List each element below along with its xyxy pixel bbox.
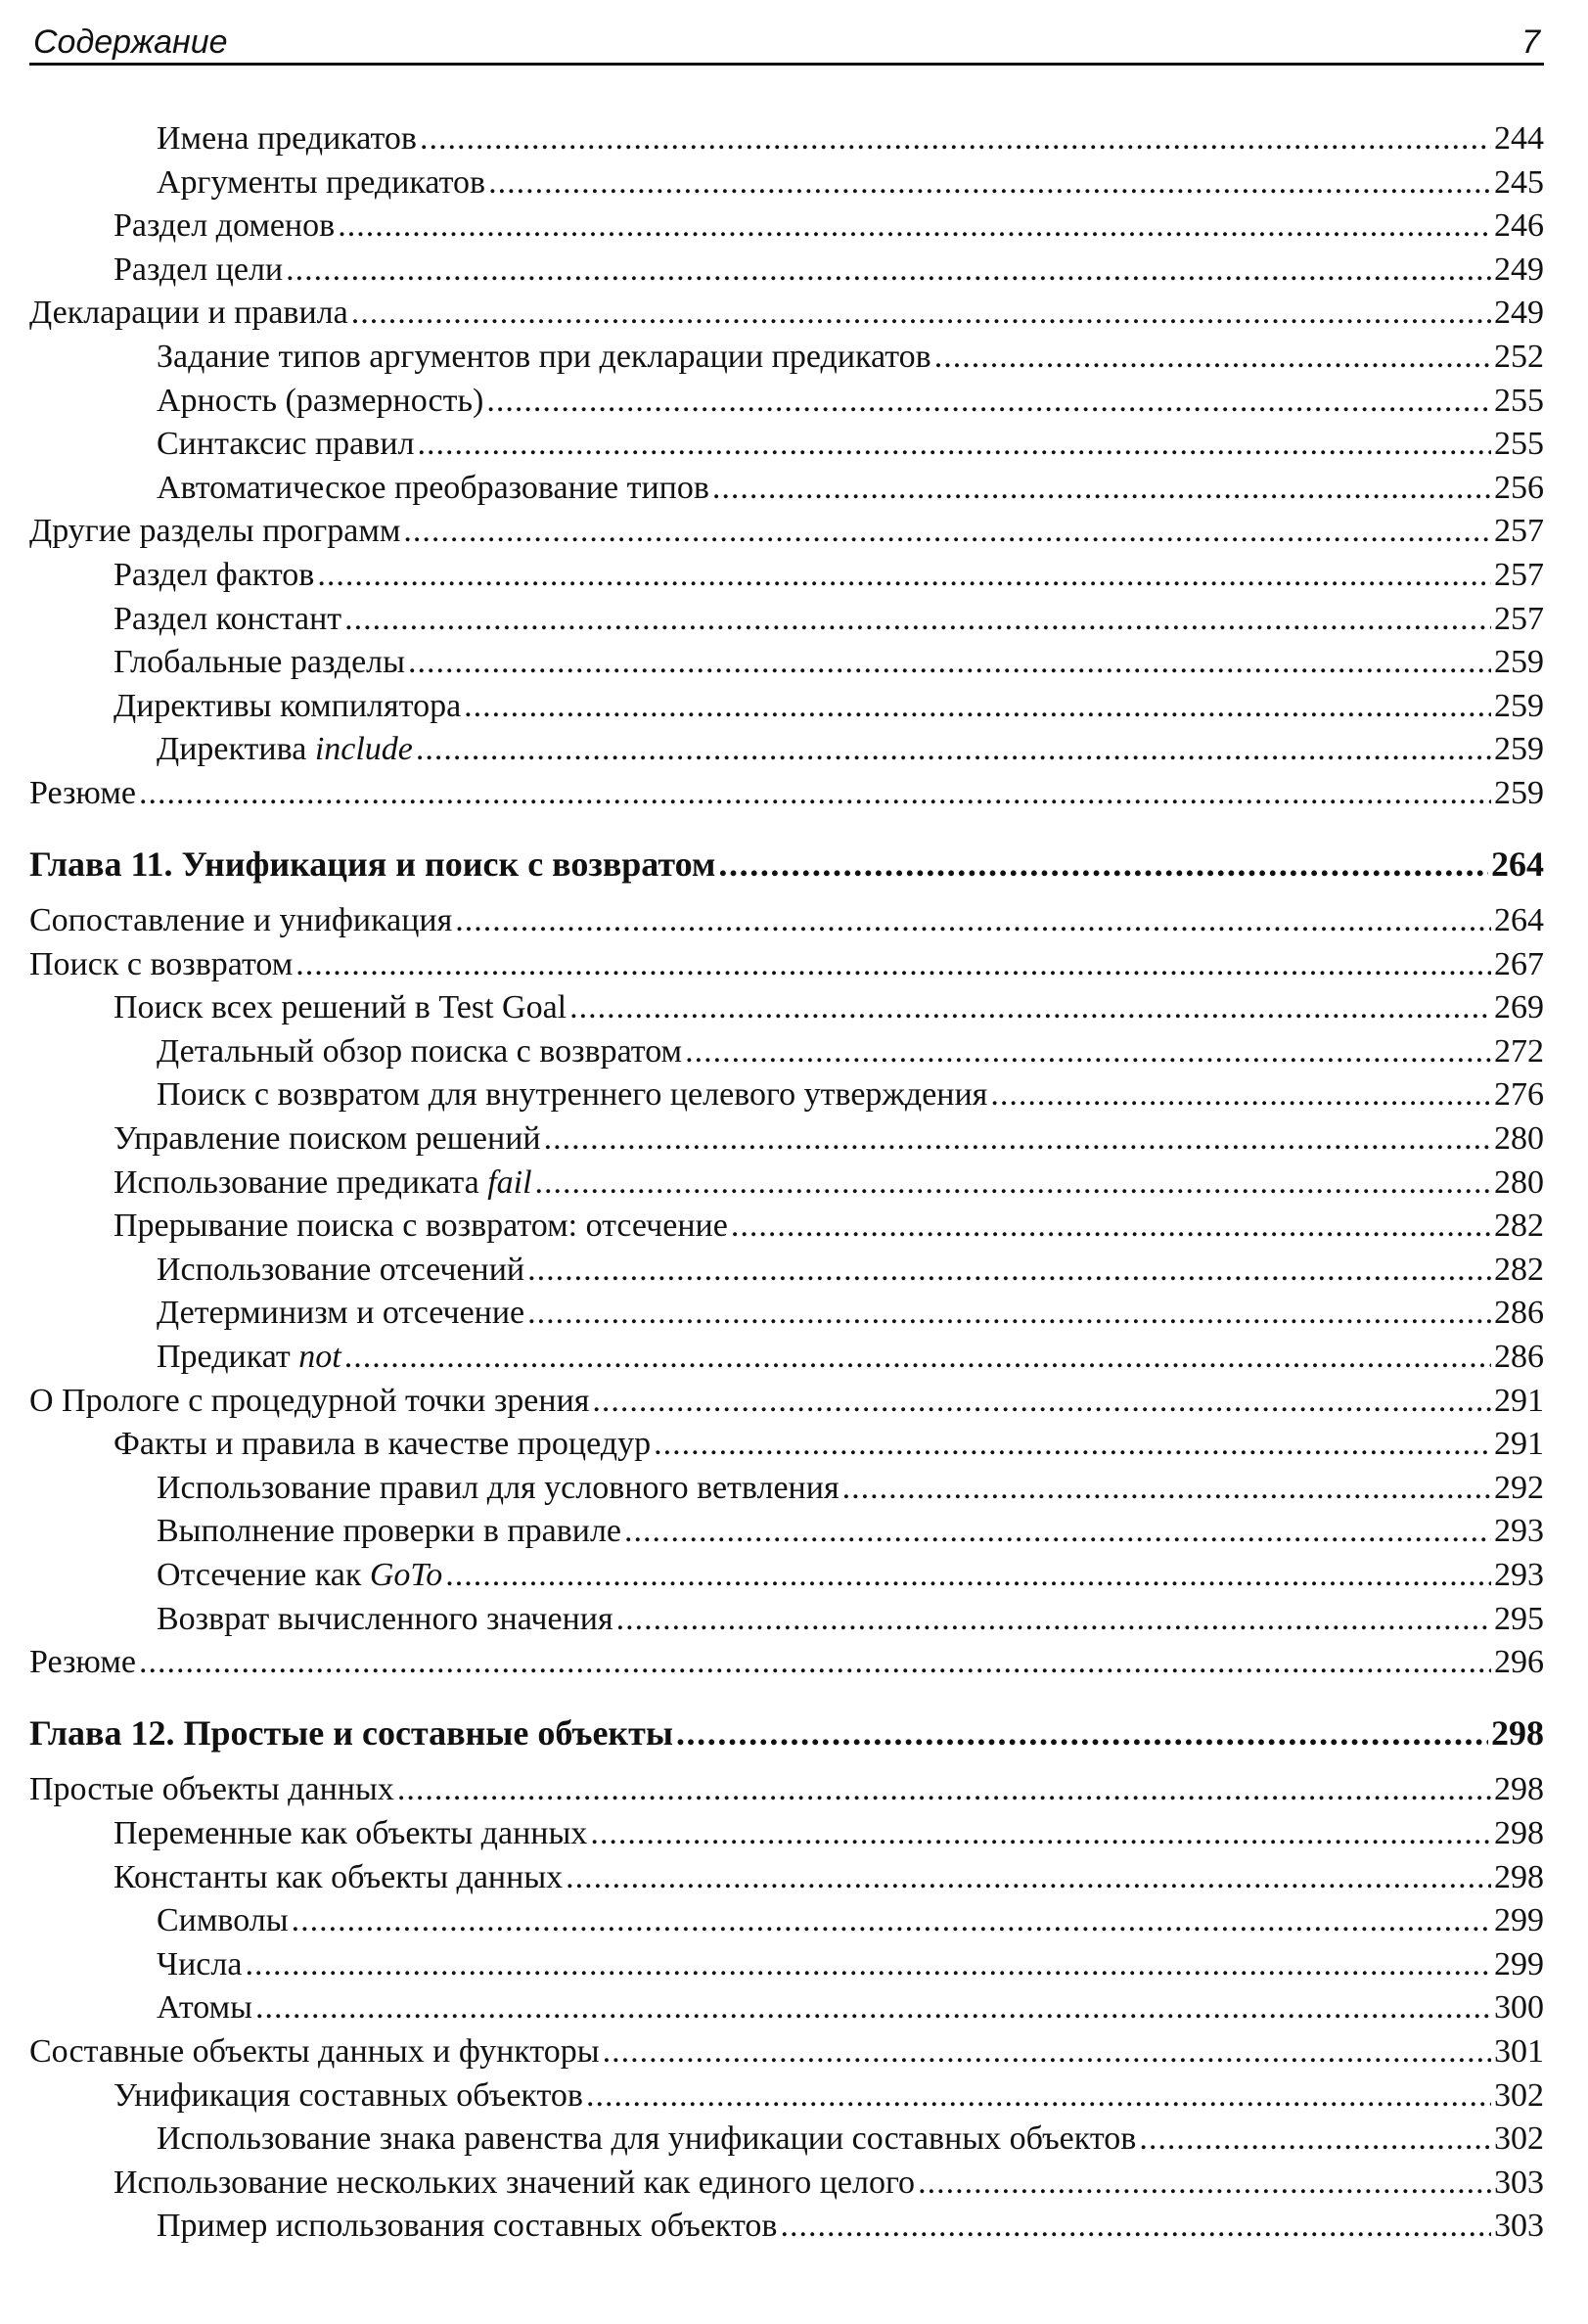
toc-entry-text: Арность (размерность) [157, 382, 484, 419]
toc-entry-text: Переменные как объекты данных [113, 1814, 588, 1851]
toc-page-number: 302 [1494, 2120, 1544, 2158]
toc-entry[interactable] [29, 728, 1544, 772]
toc-entry-title [113, 1856, 563, 1900]
toc-entry[interactable] [29, 1641, 1544, 1685]
toc-entry-text: Детерминизм и отсечение [157, 1295, 525, 1332]
toc-entry-text: Другие разделы программ [29, 513, 401, 550]
toc-entry[interactable] [29, 641, 1544, 685]
toc-entry-title [113, 249, 283, 293]
toc-entry-text: Раздел фактов [113, 556, 315, 593]
toc-entry-text: Использование предиката [113, 1163, 488, 1201]
toc-entry-text: Сопоставление и унификация [29, 902, 453, 939]
toc-entry[interactable] [29, 1380, 1544, 1424]
dot-leader [344, 598, 1491, 642]
dot-leader [544, 1117, 1491, 1162]
toc-page-number: 249 [1494, 251, 1544, 288]
toc-entry[interactable] [29, 1598, 1544, 1642]
dot-leader [654, 1423, 1491, 1467]
toc-entry[interactable] [29, 1030, 1544, 1074]
toc-page-number: 257 [1494, 556, 1544, 593]
dot-leader [712, 467, 1491, 511]
toc-entry-text: Атомы [157, 1989, 252, 2027]
toc-entry-text: Синтаксис правил [157, 426, 415, 463]
toc-page-number: 249 [1494, 295, 1544, 332]
toc-page-number: 280 [1494, 1163, 1544, 1201]
toc-page-number: 255 [1494, 382, 1544, 419]
toc-entry-title [113, 986, 567, 1030]
dot-leader [295, 943, 1491, 987]
toc-chapter-heading[interactable] [29, 1711, 1544, 1755]
toc-entry-text: Резюме [29, 774, 136, 811]
toc-entry-text: Раздел констант [113, 600, 342, 637]
toc-entry-title [157, 1510, 621, 1554]
toc-page-number: 298 [1494, 1858, 1544, 1895]
dot-leader [317, 554, 1491, 598]
dot-leader [338, 205, 1491, 249]
toc-entry-italic-term: not [298, 1339, 341, 1376]
toc-entry-italic-term: GoTo [369, 1557, 443, 1593]
toc-entry-title [113, 685, 461, 729]
toc-entry-text: Глобальные разделы [113, 644, 405, 681]
toc-page-number: 256 [1494, 469, 1544, 506]
toc-page-number: 292 [1494, 1469, 1544, 1506]
toc-entry[interactable] [29, 1554, 1544, 1598]
toc-entry-text: Пример использования составных объектов [157, 2208, 778, 2245]
toc-entry-text: Автоматическое преобразование типов [157, 469, 709, 506]
toc-page-number: 302 [1494, 2076, 1544, 2114]
toc-page-number: 255 [1494, 426, 1544, 463]
toc-entry-text: Задание типов аргументов при декларации предикатов [157, 338, 931, 375]
toc-entry-italic-term: include [314, 731, 413, 768]
toc-entry[interactable] [29, 1073, 1544, 1117]
toc-entry-title [29, 1641, 136, 1685]
toc-entry-text: Числа [157, 1945, 243, 1982]
toc-entry-title [113, 2074, 583, 2119]
toc-entry[interactable] [29, 1249, 1544, 1293]
toc-entry-title [157, 1030, 682, 1074]
toc-entry[interactable] [29, 1292, 1544, 1336]
toc-entry-italic-term: fail [487, 1163, 532, 1201]
dot-leader [286, 249, 1491, 293]
toc-entry-title [157, 1943, 242, 1987]
toc-page-number: 259 [1494, 774, 1544, 811]
toc-entry-title [157, 1292, 524, 1336]
toc-chapter-heading[interactable] [29, 843, 1544, 887]
toc-page-number: 244 [1494, 120, 1544, 157]
dot-leader [420, 117, 1491, 161]
toc-entry-text: Использование правил для условного ветвления [157, 1469, 839, 1506]
dot-leader [616, 1598, 1491, 1642]
toc-page-number: 293 [1494, 1513, 1544, 1550]
dot-leader [592, 1380, 1491, 1424]
toc-entry-title [29, 2030, 600, 2074]
toc-entry-title [157, 728, 413, 772]
toc-entry-text: Поиск с возвратом [29, 945, 294, 982]
toc-page-number: 291 [1494, 1382, 1544, 1419]
toc-entry-title [113, 1205, 728, 1249]
toc-page-number: 280 [1494, 1120, 1544, 1158]
toc-entry-text: Составные объекты данных и функторы [29, 2032, 600, 2070]
toc-entry-text: Резюме [29, 1644, 136, 1681]
toc-entry[interactable] [29, 2030, 1544, 2074]
dot-leader [569, 986, 1491, 1030]
toc-entry-text: Выполнение проверки в правиле [157, 1513, 622, 1550]
dot-leader [486, 380, 1491, 424]
dot-leader [445, 1554, 1491, 1598]
toc-entry-title [29, 843, 715, 887]
toc-entry-text: Использование отсечений [157, 1251, 525, 1288]
toc-page-number: 295 [1494, 1600, 1544, 1637]
toc-entry[interactable] [29, 685, 1544, 729]
page-number: 7 [1521, 23, 1540, 61]
dot-leader [139, 1641, 1491, 1685]
toc-entry-title [29, 1768, 394, 1812]
dot-leader [934, 336, 1491, 380]
dot-leader [408, 641, 1491, 685]
toc-entry-text: Простые объекты данных [29, 1771, 394, 1808]
toc-entry-text: Константы как объекты данных [113, 1858, 564, 1895]
toc-entry[interactable] [29, 899, 1544, 943]
dot-leader [351, 292, 1491, 336]
toc-entry-text: Аргументы предикатов [157, 163, 486, 201]
toc-entry-text: Имена предикатов [157, 120, 417, 157]
toc-entry-title [29, 510, 400, 554]
toc-entry-title [29, 943, 293, 987]
toc-entry[interactable] [29, 554, 1544, 598]
toc-entry-title [113, 641, 405, 685]
toc-page-number: 257 [1494, 513, 1544, 550]
toc-page-number: 264 [1491, 843, 1544, 884]
toc-entry-text: Поиск всех решений в Test Goal [113, 989, 567, 1026]
toc-entry-text: Детальный обзор поиска с возвратом [157, 1032, 683, 1070]
toc-entry[interactable] [29, 1510, 1544, 1554]
toc-entry-text: Директива [157, 731, 315, 768]
toc-entry-text: Декларации и правила [29, 295, 348, 332]
dot-leader [780, 2205, 1491, 2249]
toc-entry[interactable] [29, 467, 1544, 511]
toc-entry-title [157, 1467, 839, 1511]
toc-entry-title [157, 2118, 1136, 2162]
dot-leader [344, 1336, 1491, 1380]
toc-entry-title [157, 1899, 289, 1943]
toc-page-number: 259 [1494, 687, 1544, 724]
toc-page-number: 252 [1494, 338, 1544, 375]
toc-entry-text: Символы [157, 1902, 289, 1939]
toc-page-number: 293 [1494, 1557, 1544, 1593]
toc-entry-title [113, 205, 335, 249]
dot-leader [527, 1292, 1491, 1336]
toc-entry-title [157, 380, 483, 424]
dot-leader [590, 1812, 1491, 1856]
toc-page-number: 257 [1494, 600, 1544, 637]
toc-page-number: 300 [1494, 1989, 1544, 2027]
toc-entry[interactable] [29, 1336, 1544, 1380]
toc-entry[interactable] [29, 1423, 1544, 1467]
toc-entry-title [113, 598, 341, 642]
dot-leader [990, 1073, 1491, 1117]
toc-entry[interactable] [29, 1467, 1544, 1511]
toc-entry-text: Глава 11. Унификация и поиск с возвратом [29, 843, 716, 884]
dot-leader [245, 1943, 1491, 1987]
toc-page-number: 303 [1494, 2208, 1544, 2245]
toc-entry-title [113, 554, 314, 598]
toc-page-number: 299 [1494, 1902, 1544, 1939]
toc-entry-title [113, 1812, 587, 1856]
toc-entry[interactable] [29, 380, 1544, 424]
toc-entry-title [113, 1162, 532, 1206]
toc-entry[interactable] [29, 1943, 1544, 1987]
toc-entry[interactable] [29, 598, 1544, 642]
toc-page-number: 259 [1494, 731, 1544, 768]
toc-page-number: 286 [1494, 1295, 1544, 1332]
toc-entry[interactable] [29, 1986, 1544, 2030]
toc-page-number: 282 [1494, 1251, 1544, 1288]
dot-leader [464, 685, 1491, 729]
toc-page-number: 245 [1494, 163, 1544, 201]
dot-leader [842, 1467, 1491, 1511]
toc-entry-title [157, 1249, 524, 1293]
toc-entry[interactable] [29, 249, 1544, 293]
toc-page-number: 276 [1494, 1076, 1544, 1114]
toc-entry[interactable] [29, 161, 1544, 205]
toc-page-number: 246 [1494, 207, 1544, 245]
toc-page-number: 291 [1494, 1426, 1544, 1463]
toc-entry-text: Прерывание поиска с возвратом: отсечение [113, 1208, 728, 1245]
toc-page-number: 267 [1494, 945, 1544, 982]
toc-entry-title [157, 1073, 987, 1117]
toc-page-number: 298 [1494, 1771, 1544, 1808]
toc-entry[interactable] [29, 1899, 1544, 1943]
toc-entry[interactable] [29, 292, 1544, 336]
dot-leader [139, 772, 1491, 816]
toc-entry-title [113, 1117, 541, 1162]
dot-leader [676, 1711, 1488, 1755]
toc-entry-title [157, 467, 709, 511]
toc-page-number: 269 [1494, 989, 1544, 1026]
toc-entry-text: Отсечение как [157, 1557, 370, 1593]
toc-entry-title [113, 1423, 651, 1467]
dot-leader [255, 1986, 1491, 2030]
toc-entry[interactable] [29, 336, 1544, 380]
toc-entry-text: Раздел доменов [113, 207, 336, 245]
running-header [29, 22, 1544, 66]
dot-leader [416, 728, 1491, 772]
toc-entry-text: Поиск с возвратом для внутреннего целевого утверждения [157, 1076, 988, 1114]
dot-leader [718, 843, 1488, 887]
dot-leader [624, 1510, 1491, 1554]
toc-entry-title [29, 1380, 589, 1424]
toc-page-number: 298 [1491, 1712, 1544, 1753]
toc-entry[interactable] [29, 205, 1544, 249]
toc-entry-text: Использование знака равенства для унификации составных объектов [157, 2120, 1137, 2158]
toc-entry-title [29, 1711, 673, 1755]
toc-page-number: 282 [1494, 1208, 1544, 1245]
toc-entry-title [157, 1336, 341, 1380]
dot-leader [527, 1249, 1491, 1293]
toc-entry-title [157, 117, 417, 161]
toc-page-number: 299 [1494, 1945, 1544, 1982]
toc-entry[interactable] [29, 1812, 1544, 1856]
toc-entry-title [157, 423, 414, 467]
dot-leader [417, 423, 1491, 467]
toc-entry-text: Использование нескольких значений как единого целого [113, 2164, 916, 2201]
toc-page-number: 286 [1494, 1339, 1544, 1376]
toc-entry[interactable] [29, 1117, 1544, 1162]
toc-entry[interactable] [29, 423, 1544, 467]
toc-entry[interactable] [29, 510, 1544, 554]
toc-page-number: 298 [1494, 1814, 1544, 1851]
toc-entry[interactable] [29, 2162, 1544, 2206]
toc-page-number: 272 [1494, 1032, 1544, 1070]
toc-entry-title [157, 336, 931, 380]
toc-entry-title [157, 1986, 252, 2030]
toc-entry-title [157, 161, 485, 205]
toc-entry-title [29, 899, 452, 943]
dot-leader [292, 1899, 1491, 1943]
toc-entry-text: Директивы компилятора [113, 687, 462, 724]
dot-leader [586, 2074, 1491, 2119]
toc-entry[interactable] [29, 772, 1544, 816]
toc-entry-text: Унификация составных объектов [113, 2076, 583, 2114]
dot-leader [566, 1856, 1491, 1900]
table-of-contents [29, 117, 1544, 2249]
dot-leader [488, 161, 1491, 205]
toc-entry[interactable] [29, 2074, 1544, 2119]
toc-entry-title [157, 1598, 613, 1642]
dot-leader [731, 1205, 1491, 1249]
dot-leader [685, 1030, 1491, 1074]
toc-page-number: 303 [1494, 2164, 1544, 2201]
toc-entry-title [29, 292, 348, 336]
dot-leader [1139, 2118, 1491, 2162]
toc-entry-text: Предикат [157, 1339, 299, 1376]
dot-leader [535, 1162, 1491, 1206]
toc-entry-title [157, 2205, 777, 2249]
toc-entry-text: Управление поиском решений [113, 1120, 541, 1158]
toc-entry[interactable] [29, 1856, 1544, 1900]
dot-leader [918, 2162, 1491, 2206]
dot-leader [603, 2030, 1491, 2074]
dot-leader [397, 1768, 1491, 1812]
toc-entry[interactable] [29, 1768, 1544, 1812]
toc-entry[interactable] [29, 986, 1544, 1030]
toc-entry[interactable] [29, 117, 1544, 161]
running-header-title: Содержание [33, 23, 228, 61]
toc-entry[interactable] [29, 2118, 1544, 2162]
toc-entry[interactable] [29, 1205, 1544, 1249]
toc-entry[interactable] [29, 943, 1544, 987]
toc-entry[interactable] [29, 2205, 1544, 2249]
toc-entry-title [113, 2162, 915, 2206]
toc-page-number: 301 [1494, 2032, 1544, 2070]
toc-entry-text: Возврат вычисленного значения [157, 1600, 613, 1637]
toc-entry-title [29, 772, 136, 816]
toc-entry[interactable] [29, 1162, 1544, 1206]
dot-leader [403, 510, 1491, 554]
toc-page-number: 264 [1494, 902, 1544, 939]
toc-page-number: 296 [1494, 1644, 1544, 1681]
dot-leader [455, 899, 1491, 943]
toc-entry-text: Раздел цели [113, 251, 284, 288]
toc-page-number: 259 [1494, 644, 1544, 681]
toc-entry-text: О Прологе с процедурной точки зрения [29, 1382, 590, 1419]
toc-entry-text: Глава 12. Простые и составные объекты [29, 1712, 673, 1753]
toc-entry-title [157, 1554, 442, 1598]
toc-entry-text: Факты и правила в качестве процедур [113, 1426, 652, 1463]
